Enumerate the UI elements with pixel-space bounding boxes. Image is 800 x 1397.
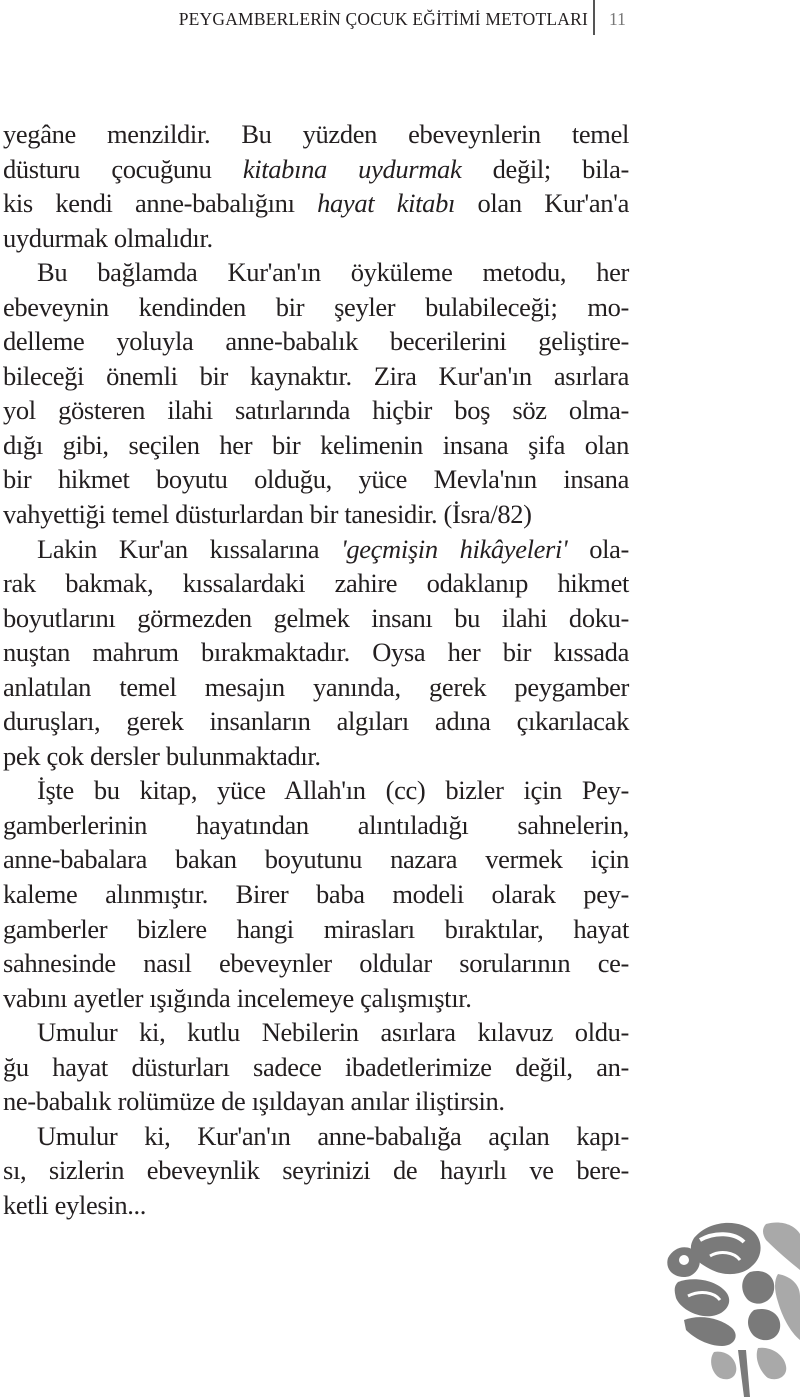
text-segment: dığı gibi, seçilen her bir kelimenin insana şifa olan xyxy=(3,429,629,460)
text-segment: anlatılan temel mesajın yanında, gerek peygamber xyxy=(3,671,629,702)
text-segment: kaleme alınmıştır. Birer baba modeli olarak pey- xyxy=(3,879,629,910)
text-line xyxy=(3,773,629,808)
text-line xyxy=(3,946,629,981)
text-segment: ebeveynin kendinden bir şeyler bulabileceği; mo- xyxy=(3,291,629,322)
text-segment: sahnesinde nasıl ebeveynler oldular sorularının ce- xyxy=(3,948,629,979)
text-segment: ola- xyxy=(567,533,629,564)
text-line xyxy=(3,497,629,532)
text-line xyxy=(3,1119,629,1154)
text-line xyxy=(3,566,629,601)
text-segment: Umulur ki, kutlu Nebilerin asırlara kılavuz oldu- xyxy=(37,1017,629,1048)
text-segment: gamberler bizlere hangi mirasları bıraktılar, hayat xyxy=(3,913,629,944)
text-line xyxy=(3,152,629,187)
text-line xyxy=(3,1153,629,1188)
text-line xyxy=(3,704,629,739)
text-segment: sı, sizlerin ebeveynlik seyrinizi de hayırlı ve bere- xyxy=(3,1155,629,1186)
italic-phrase: kitabına uydurmak xyxy=(242,153,462,184)
page-number: 11 xyxy=(609,9,626,29)
running-title: PEYGAMBERLERİN ÇOCUK EĞİTİMİ METOTLARI xyxy=(178,9,588,29)
text-line xyxy=(3,428,629,463)
text-segment: ne-babalık rolümüze de ışıldayan anılar iliştirsin. xyxy=(3,1086,505,1117)
italic-phrase: 'geçmişin hikâyeleri' xyxy=(341,533,568,564)
text-segment: delleme yoluyla anne-babalık becerilerini geliştire- xyxy=(3,326,629,357)
body-text xyxy=(3,117,629,1223)
text-line xyxy=(3,462,629,497)
text-line xyxy=(3,912,629,947)
text-line xyxy=(3,532,629,567)
text-line xyxy=(3,290,629,325)
text-line xyxy=(3,1188,629,1223)
text-line xyxy=(3,808,629,843)
text-segment: rak bakmak, kıssalardaki zahire odaklanıp hikmet xyxy=(3,568,629,599)
text-segment: bir hikmet boyutu olduğu, yüce Mevla'nın insana xyxy=(3,464,629,495)
text-line xyxy=(3,1015,629,1050)
text-segment: pek çok dersler bulunmaktadır. xyxy=(3,740,321,771)
text-line xyxy=(3,981,629,1016)
text-segment: nuştan mahrum bırakmaktadır. Oysa her bir kıssada xyxy=(3,637,629,668)
text-line xyxy=(3,1050,629,1085)
page-header xyxy=(0,0,800,48)
text-line xyxy=(3,393,629,428)
rose-heart-ornament-icon xyxy=(654,1210,800,1397)
text-segment: olan Kur'an'a xyxy=(455,188,629,219)
text-segment: duruşları, gerek insanların algıları adına çıkarılacak xyxy=(3,706,629,737)
text-segment: boyutlarını görmezden gelmek insanı bu ilahi doku- xyxy=(3,602,629,633)
text-line xyxy=(3,255,629,290)
text-segment: düsturu çocuğunu xyxy=(3,153,243,184)
text-line xyxy=(3,324,629,359)
text-line xyxy=(3,842,629,877)
text-line xyxy=(3,186,629,221)
text-segment: yegâne menzildir. Bu yüzden ebeveynlerin temel xyxy=(3,119,629,149)
text-line xyxy=(3,670,629,705)
text-line xyxy=(3,601,629,636)
text-segment: ğu hayat düsturları sadece ibadetlerimize değil, an- xyxy=(3,1051,629,1082)
text-segment: Bu bağlamda Kur'an'ın öyküleme metodu, her xyxy=(37,257,629,288)
text-segment: vahyettiği temel düsturlardan bir tanesidir. (İsra/82) xyxy=(3,499,532,530)
text-segment: Umulur ki, Kur'an'ın anne-babalığa açılan kapı- xyxy=(37,1120,629,1151)
text-segment: kis kendi anne-babalığını xyxy=(3,188,318,219)
text-line xyxy=(3,739,629,774)
text-line xyxy=(3,635,629,670)
text-segment: Lakin Kur'an kıssalarına xyxy=(37,533,341,564)
text-line xyxy=(3,359,629,394)
text-segment: İşte bu kitap, yüce Allah'ın (cc) bizler için Pey- xyxy=(37,775,629,806)
text-segment: gamberlerinin hayatından alıntıladığı sahnelerin, xyxy=(3,809,629,840)
text-line xyxy=(3,221,629,256)
text-line xyxy=(3,117,629,152)
text-segment: vabını ayetler ışığında incelemeye çalışmıştır. xyxy=(3,982,472,1013)
text-line xyxy=(3,877,629,912)
text-segment: bileceği önemli bir kaynaktır. Zira Kur'an'ın asırlara xyxy=(3,360,629,391)
italic-phrase: hayat kitabı xyxy=(317,188,455,219)
text-segment: ketli eylesin... xyxy=(3,1189,147,1220)
text-segment: anne-babalara bakan boyutunu nazara vermek için xyxy=(3,844,629,875)
text-line xyxy=(3,1084,629,1119)
text-segment: yol gösteren ilahi satırlarında hiçbir boş söz olma- xyxy=(3,395,629,426)
text-segment: değil; bila- xyxy=(461,153,629,184)
text-segment: uydurmak olmalıdır. xyxy=(3,222,213,253)
header-divider xyxy=(593,0,595,35)
